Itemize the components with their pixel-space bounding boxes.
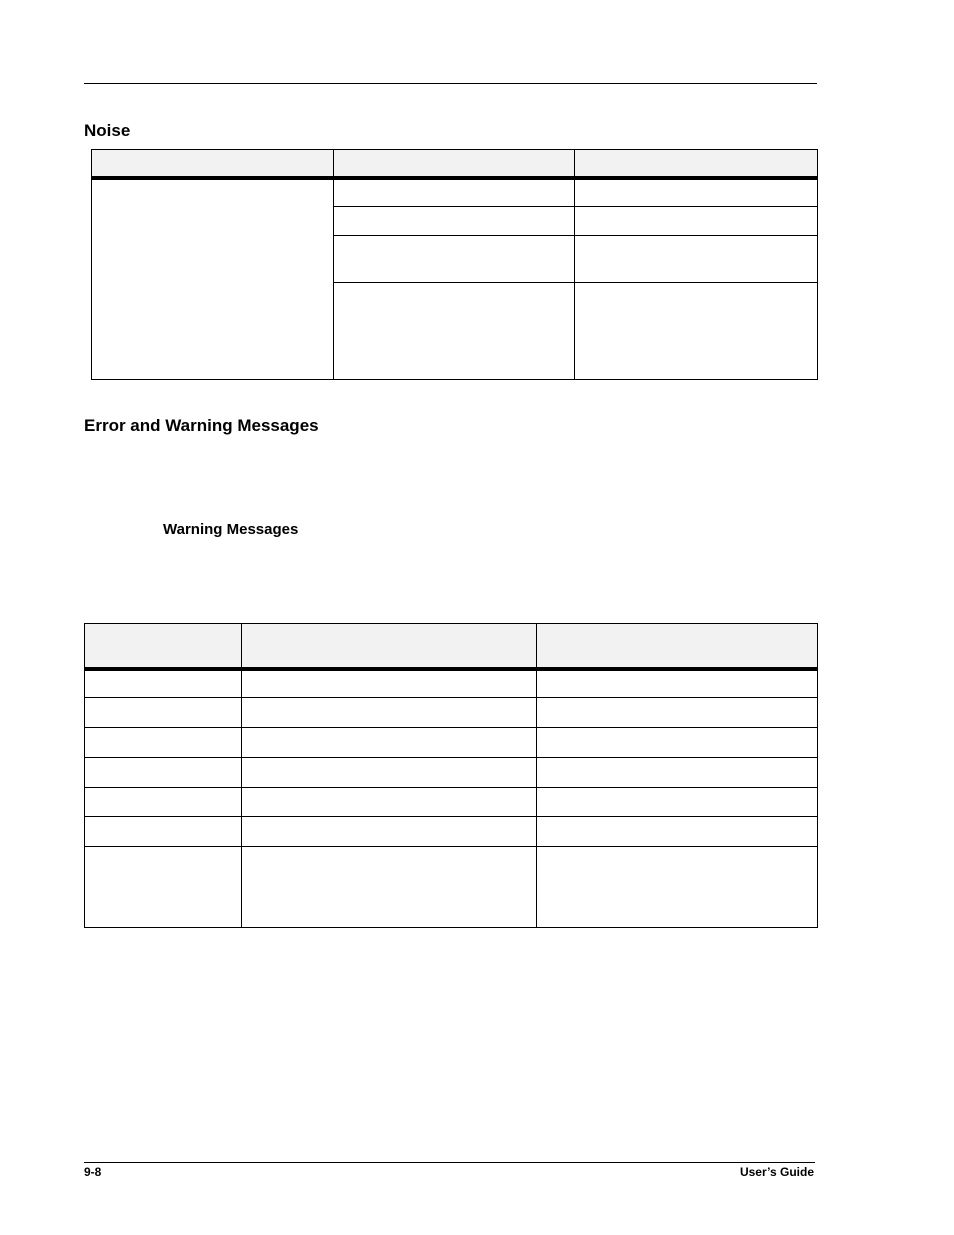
warning-header-cell xyxy=(242,624,537,669)
header-rule xyxy=(84,83,817,84)
table-cell xyxy=(334,178,575,207)
table-cell xyxy=(537,698,818,728)
table-cell xyxy=(242,728,537,758)
noise-problem-cell xyxy=(92,178,334,380)
table-cell xyxy=(242,698,537,728)
table-cell xyxy=(85,847,242,928)
table-row xyxy=(85,788,818,817)
table-cell xyxy=(334,283,575,380)
warning-header-cell xyxy=(537,624,818,669)
table-cell xyxy=(575,178,818,207)
table-cell xyxy=(85,758,242,788)
warning-messages-table xyxy=(84,623,818,928)
table-cell xyxy=(334,236,575,283)
noise-header-cell xyxy=(334,150,575,178)
table-cell xyxy=(85,817,242,847)
table-cell xyxy=(85,728,242,758)
table-row xyxy=(92,178,818,207)
footer-doc-title: User’s Guide xyxy=(739,1165,814,1179)
noise-heading: Noise xyxy=(84,121,131,140)
noise-table xyxy=(91,149,818,380)
table-cell xyxy=(242,817,537,847)
table-cell xyxy=(242,758,537,788)
table-cell xyxy=(242,669,537,698)
table-cell xyxy=(85,788,242,817)
table-row xyxy=(85,758,818,788)
table-cell xyxy=(537,758,818,788)
table-row xyxy=(85,698,818,728)
noise-header-cell xyxy=(575,150,818,178)
warning-header-cell xyxy=(85,624,242,669)
table-cell xyxy=(575,283,818,380)
table-row xyxy=(85,847,818,928)
page-number: 9-8 xyxy=(84,1165,102,1179)
table-cell xyxy=(575,207,818,236)
table-cell xyxy=(537,817,818,847)
noise-header-cell xyxy=(92,150,334,178)
table-cell xyxy=(334,207,575,236)
table-cell xyxy=(85,669,242,698)
table-cell xyxy=(242,788,537,817)
table-cell xyxy=(537,728,818,758)
table-row xyxy=(85,728,818,758)
table-cell xyxy=(242,847,537,928)
table-row xyxy=(85,817,818,847)
table-cell xyxy=(85,698,242,728)
errors-heading: Error and Warning Messages xyxy=(84,416,319,435)
table-row xyxy=(85,669,818,698)
warning-table-header-row xyxy=(85,624,818,669)
table-cell xyxy=(537,788,818,817)
table-cell xyxy=(537,847,818,928)
footer-rule xyxy=(84,1162,815,1163)
warnings-subheading: Warning Messages xyxy=(163,521,299,538)
table-cell xyxy=(537,669,818,698)
noise-table-header-row xyxy=(92,150,818,178)
table-cell xyxy=(575,236,818,283)
